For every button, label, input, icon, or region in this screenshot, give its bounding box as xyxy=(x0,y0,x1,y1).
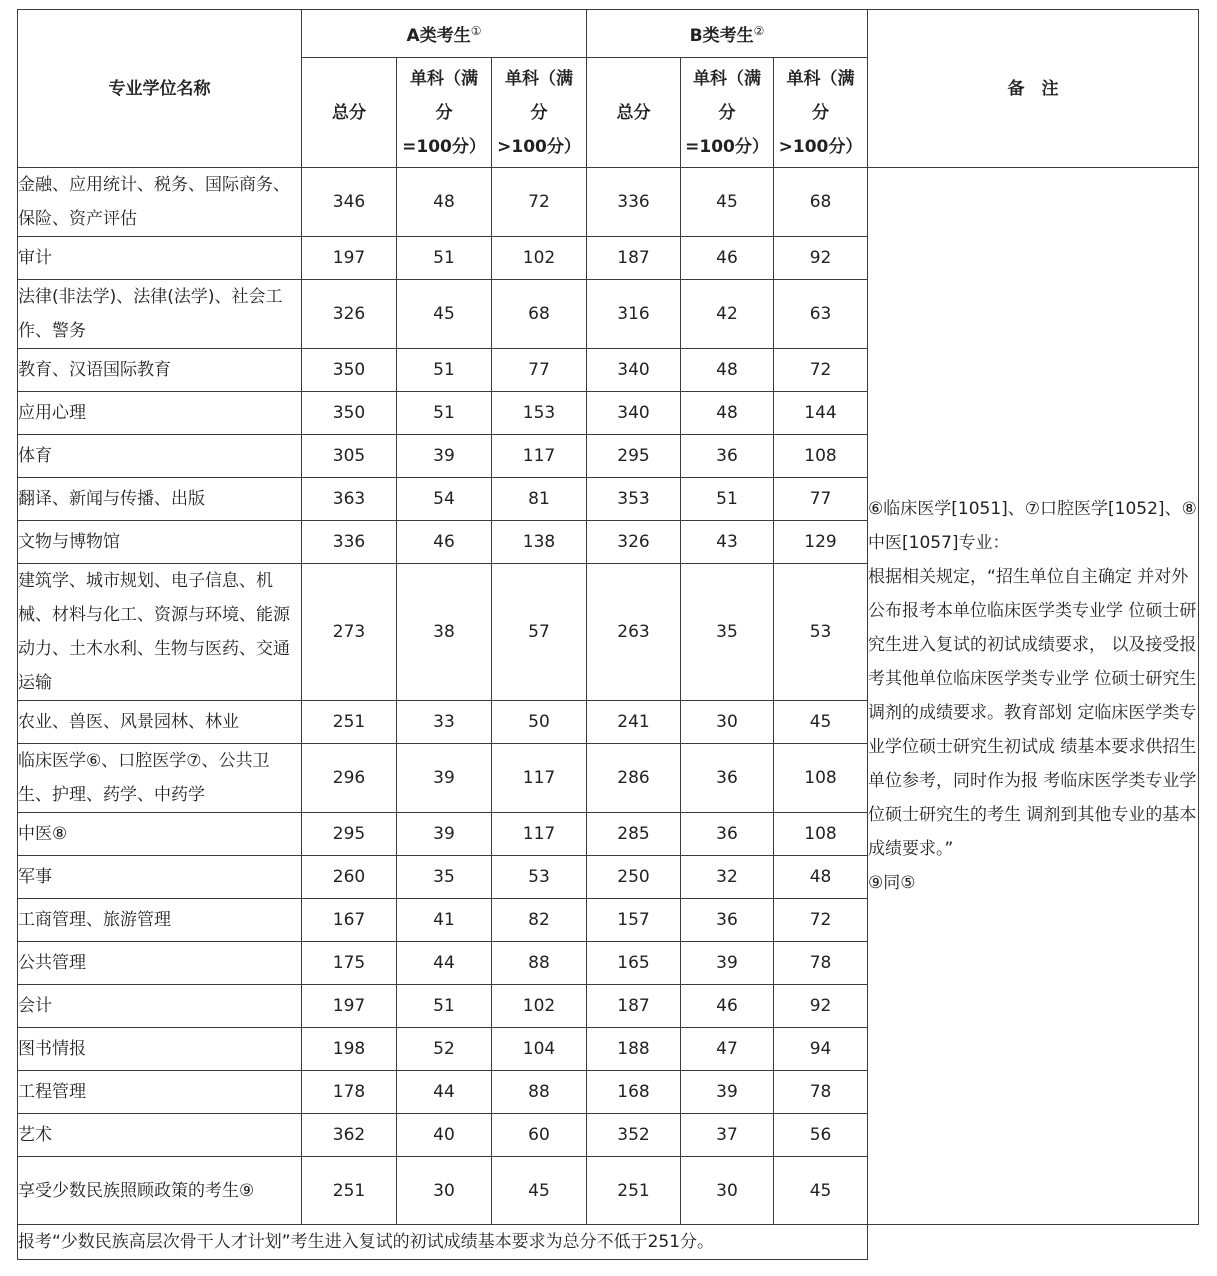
score-b-100: 48 xyxy=(681,349,774,392)
major-name: 会计 xyxy=(18,985,302,1028)
score-b-total: 353 xyxy=(587,478,681,521)
header-b-single-gt100: 单科（满 分 >100分） xyxy=(774,58,868,168)
score-a-total: 326 xyxy=(302,280,397,349)
score-b-total: 168 xyxy=(587,1071,681,1114)
score-a-gt: 72 xyxy=(492,168,587,237)
score-a-total: 305 xyxy=(302,435,397,478)
major-name: 建筑学、城市规划、电子信息、机械、材料与化工、资源与环境、能源动力、土木水利、生物与医药、交通运输 xyxy=(18,564,302,701)
score-a-total: 273 xyxy=(302,564,397,701)
major-name: 法律(非法学)、法律(法学)、社会工作、警务 xyxy=(18,280,302,349)
score-a-100: 41 xyxy=(397,899,492,942)
score-a-100: 39 xyxy=(397,813,492,856)
header-remark: 备 注 xyxy=(868,10,1199,168)
score-a-100: 39 xyxy=(397,744,492,813)
score-a-100: 48 xyxy=(397,168,492,237)
score-a-100: 30 xyxy=(397,1157,492,1225)
major-name: 农业、兽医、风景园林、林业 xyxy=(18,701,302,744)
score-b-gt: 53 xyxy=(774,564,868,701)
major-name: 工商管理、旅游管理 xyxy=(18,899,302,942)
major-name: 审计 xyxy=(18,237,302,280)
remark-cell xyxy=(868,168,1199,1225)
score-b-100: 32 xyxy=(681,856,774,899)
major-name: 教育、汉语国际教育 xyxy=(18,349,302,392)
score-b-100: 46 xyxy=(681,237,774,280)
remark-line1: ⑥临床医学[1051]、⑦口腔医学[1052]、⑧中医[1057]专业： xyxy=(868,499,1197,553)
score-a-100: 52 xyxy=(397,1028,492,1071)
score-b-total: 285 xyxy=(587,813,681,856)
score-a-total: 363 xyxy=(302,478,397,521)
score-a-total: 295 xyxy=(302,813,397,856)
score-a-gt: 88 xyxy=(492,942,587,985)
score-b-100: 37 xyxy=(681,1114,774,1157)
score-a-100: 44 xyxy=(397,942,492,985)
header-a-single-100: 单科（满 分 =100分） xyxy=(397,58,492,168)
footnote: 报考“少数民族高层次骨干人才计划”考生进入复试的初试成绩基本要求为总分不低于251分。 xyxy=(18,1225,868,1260)
score-b-total: 286 xyxy=(587,744,681,813)
score-a-total: 350 xyxy=(302,392,397,435)
score-b-100: 48 xyxy=(681,392,774,435)
score-b-100: 45 xyxy=(681,168,774,237)
score-a-gt: 57 xyxy=(492,564,587,701)
major-name: 翻译、新闻与传播、出版 xyxy=(18,478,302,521)
score-a-gt: 117 xyxy=(492,435,587,478)
score-a-total: 251 xyxy=(302,1157,397,1225)
score-a-total: 260 xyxy=(302,856,397,899)
table-row xyxy=(18,168,1199,237)
major-name: 军事 xyxy=(18,856,302,899)
score-b-total: 340 xyxy=(587,349,681,392)
score-b-total: 352 xyxy=(587,1114,681,1157)
major-name: 公共管理 xyxy=(18,942,302,985)
score-b-total: 165 xyxy=(587,942,681,985)
score-a-total: 175 xyxy=(302,942,397,985)
major-name: 文物与博物馆 xyxy=(18,521,302,564)
score-a-total: 296 xyxy=(302,744,397,813)
score-a-total: 350 xyxy=(302,349,397,392)
remark-line3: ⑨同⑤ xyxy=(868,873,916,893)
score-b-gt: 144 xyxy=(774,392,868,435)
score-b-total: 263 xyxy=(587,564,681,701)
score-b-total: 336 xyxy=(587,168,681,237)
score-b-100: 36 xyxy=(681,813,774,856)
score-b-total: 187 xyxy=(587,985,681,1028)
score-a-total: 251 xyxy=(302,701,397,744)
score-b-gt: 72 xyxy=(774,349,868,392)
score-a-gt: 138 xyxy=(492,521,587,564)
score-b-gt: 129 xyxy=(774,521,868,564)
header-name: 专业学位名称 xyxy=(18,10,302,168)
score-a-gt: 81 xyxy=(492,478,587,521)
major-name: 工程管理 xyxy=(18,1071,302,1114)
score-a-gt: 68 xyxy=(492,280,587,349)
score-a-gt: 153 xyxy=(492,392,587,435)
score-a-total: 336 xyxy=(302,521,397,564)
score-b-gt: 78 xyxy=(774,942,868,985)
score-b-gt: 77 xyxy=(774,478,868,521)
score-b-total: 326 xyxy=(587,521,681,564)
score-b-gt: 78 xyxy=(774,1071,868,1114)
score-b-gt: 92 xyxy=(774,237,868,280)
score-a-gt: 104 xyxy=(492,1028,587,1071)
score-a-gt: 60 xyxy=(492,1114,587,1157)
score-b-total: 340 xyxy=(587,392,681,435)
score-a-total: 197 xyxy=(302,985,397,1028)
score-b-100: 47 xyxy=(681,1028,774,1071)
score-a-gt: 53 xyxy=(492,856,587,899)
remark-line2: 根据相关规定，“招生单位自主确定 并对外公布报考本单位临床医学类专业学 位硕士研究生进入复试的初试成绩要求， 以及接受报考其他单位临床医学类专业学 位硕士研究生调剂的成绩要求。教育部划 定临床医学类专业学位硕士研究生初试成 绩基本要求供招生单位参考，同时作为报 考临床医学类专业学位硕士研究生的考生 调剂到其他专业的基本成绩要求。” xyxy=(868,567,1197,859)
score-b-100: 30 xyxy=(681,701,774,744)
score-a-100: 46 xyxy=(397,521,492,564)
score-b-total: 157 xyxy=(587,899,681,942)
table-body xyxy=(18,168,1199,1225)
score-b-100: 36 xyxy=(681,744,774,813)
score-a-total: 198 xyxy=(302,1028,397,1071)
major-name: 临床医学⑥、口腔医学⑦、公共卫生、护理、药学、中药学 xyxy=(18,744,302,813)
score-a-gt: 45 xyxy=(492,1157,587,1225)
score-b-gt: 45 xyxy=(774,1157,868,1225)
score-b-gt: 68 xyxy=(774,168,868,237)
score-b-total: 187 xyxy=(587,237,681,280)
score-a-gt: 117 xyxy=(492,813,587,856)
score-a-100: 51 xyxy=(397,349,492,392)
score-b-total: 251 xyxy=(587,1157,681,1225)
score-b-100: 36 xyxy=(681,435,774,478)
score-a-gt: 50 xyxy=(492,701,587,744)
score-a-100: 44 xyxy=(397,1071,492,1114)
score-a-100: 40 xyxy=(397,1114,492,1157)
score-a-100: 45 xyxy=(397,280,492,349)
score-b-total: 316 xyxy=(587,280,681,349)
score-b-gt: 108 xyxy=(774,744,868,813)
score-requirements-table xyxy=(17,9,1199,1260)
score-a-100: 51 xyxy=(397,985,492,1028)
score-a-100: 54 xyxy=(397,478,492,521)
score-b-100: 35 xyxy=(681,564,774,701)
header-group-a: A类考生① xyxy=(302,10,587,58)
major-name: 中医⑧ xyxy=(18,813,302,856)
score-b-100: 30 xyxy=(681,1157,774,1225)
score-a-gt: 88 xyxy=(492,1071,587,1114)
major-name: 体育 xyxy=(18,435,302,478)
score-a-total: 167 xyxy=(302,899,397,942)
major-name: 图书情报 xyxy=(18,1028,302,1071)
score-b-100: 39 xyxy=(681,942,774,985)
header-group-b: B类考生② xyxy=(587,10,868,58)
score-a-100: 38 xyxy=(397,564,492,701)
score-a-100: 35 xyxy=(397,856,492,899)
score-b-total: 295 xyxy=(587,435,681,478)
score-b-gt: 108 xyxy=(774,435,868,478)
score-b-gt: 48 xyxy=(774,856,868,899)
score-a-100: 51 xyxy=(397,392,492,435)
score-b-gt: 94 xyxy=(774,1028,868,1071)
score-a-total: 362 xyxy=(302,1114,397,1157)
score-b-total: 241 xyxy=(587,701,681,744)
score-b-100: 36 xyxy=(681,899,774,942)
score-a-gt: 117 xyxy=(492,744,587,813)
score-b-gt: 92 xyxy=(774,985,868,1028)
score-b-100: 39 xyxy=(681,1071,774,1114)
score-b-gt: 45 xyxy=(774,701,868,744)
score-b-100: 46 xyxy=(681,985,774,1028)
score-b-gt: 108 xyxy=(774,813,868,856)
score-a-total: 178 xyxy=(302,1071,397,1114)
score-a-100: 51 xyxy=(397,237,492,280)
header-b-single-100: 单科（满 分 =100分） xyxy=(681,58,774,168)
header-a-total: 总分 xyxy=(302,58,397,168)
score-b-total: 188 xyxy=(587,1028,681,1071)
score-a-total: 197 xyxy=(302,237,397,280)
major-name: 应用心理 xyxy=(18,392,302,435)
score-a-gt: 102 xyxy=(492,237,587,280)
score-b-100: 51 xyxy=(681,478,774,521)
major-name: 金融、应用统计、税务、国际商务、保险、资产评估 xyxy=(18,168,302,237)
score-b-gt: 72 xyxy=(774,899,868,942)
major-name: 享受少数民族照顾政策的考生⑨ xyxy=(18,1157,302,1225)
score-a-100: 39 xyxy=(397,435,492,478)
score-b-100: 42 xyxy=(681,280,774,349)
header-b-total: 总分 xyxy=(587,58,681,168)
header-a-single-gt100: 单科（满 分 >100分） xyxy=(492,58,587,168)
major-name: 艺术 xyxy=(18,1114,302,1157)
score-a-total: 346 xyxy=(302,168,397,237)
score-b-100: 43 xyxy=(681,521,774,564)
score-a-gt: 82 xyxy=(492,899,587,942)
score-a-100: 33 xyxy=(397,701,492,744)
score-a-gt: 77 xyxy=(492,349,587,392)
score-a-gt: 102 xyxy=(492,985,587,1028)
score-b-total: 250 xyxy=(587,856,681,899)
score-b-gt: 63 xyxy=(774,280,868,349)
score-b-gt: 56 xyxy=(774,1114,868,1157)
